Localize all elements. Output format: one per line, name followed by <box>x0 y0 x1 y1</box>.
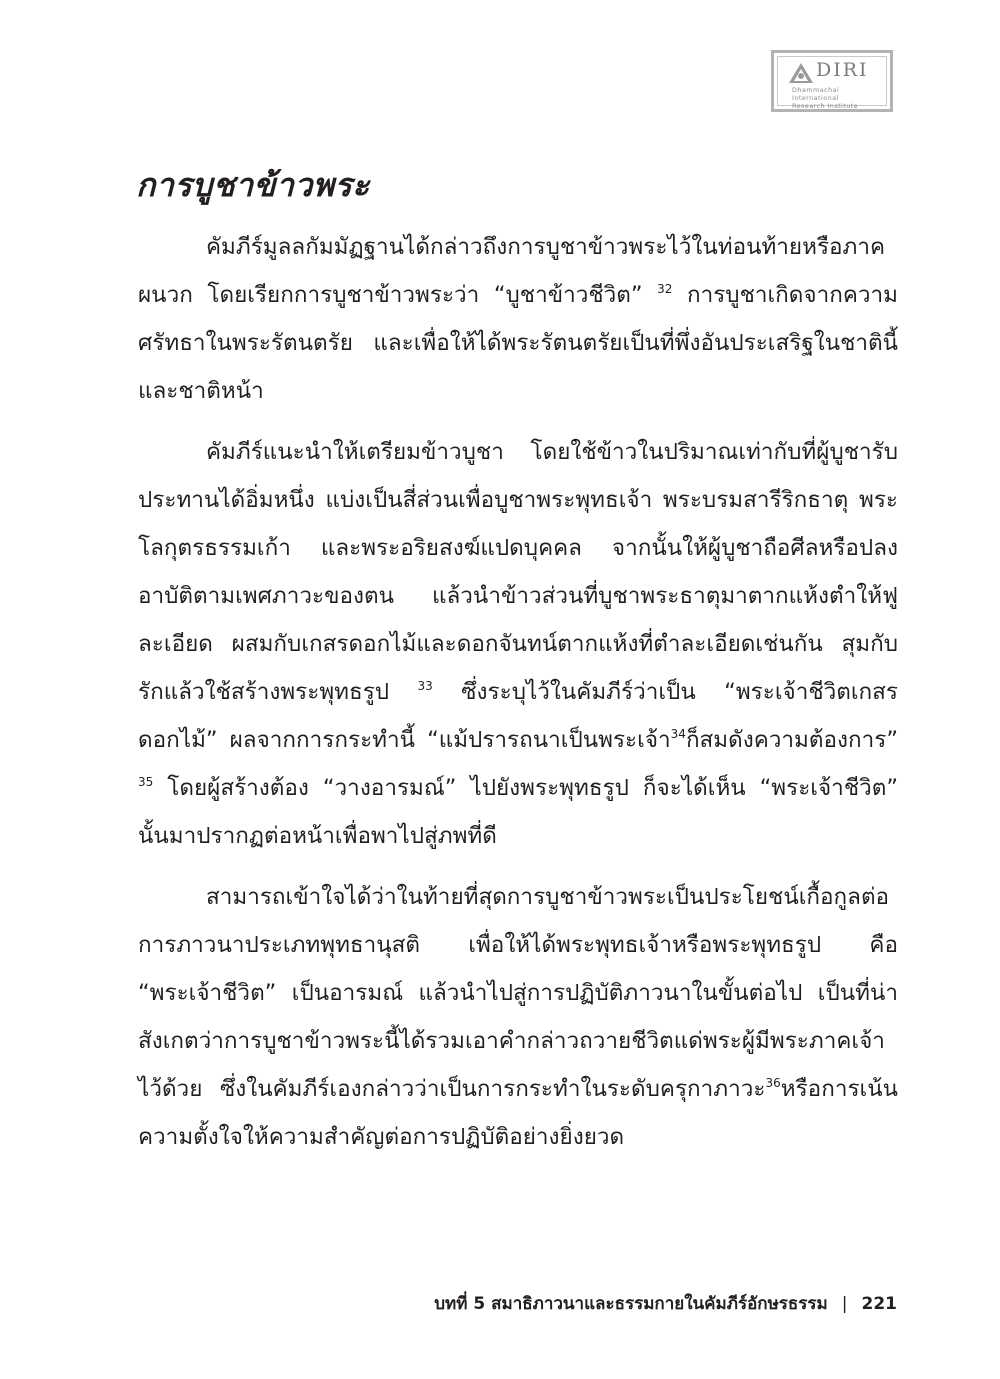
triangle-emblem-icon <box>788 62 814 84</box>
paragraph-text: คัมภีร์แนะนำให้เตรียมข้าวบูชา โดยใช้ข้าวในปริมาณเท่ากับที่ผู้บูชารับประทานได้อิ่มหนึ่ง แบ่งเป็นสี่ส่วนเพื่อบูชาพระพุทธเจ้า พระบรมสารีริกธาตุ พระโลกุตรธรรมเก้า และพระอริยสงฆ์แปดบุคคล จากนั้นให้ผู้บูชาถือศีลหรือปลงอาบัติตามเพศภาวะของตน แล้วนำข้าวส่วนที่บูชาพระธาตุมาตากแห้งตำให้ฟูละเอียด ผสมกับเกสรดอกไม้และดอกจันทน์ตากแห้งที่ตำละเอียดเช่นกัน สุมกับรักแล้วใช้สร้างพระพุทธรูป <box>138 439 898 705</box>
paragraph-text: หรือการเน้นความตั้งใจให้ความสำคัญต่อการปฏิบัติอย่างยิ่งยวด <box>138 1076 898 1150</box>
logo-subtitle-line-2: Research Institute <box>792 102 859 110</box>
footnote-ref-32: 32 <box>657 282 673 296</box>
page-footer <box>434 1290 897 1317</box>
paragraph-2 <box>138 428 898 860</box>
logo-name: DIRI <box>816 59 869 81</box>
paragraph-3 <box>138 873 898 1161</box>
paragraph-text: โดยผู้สร้างต้อง “วางอารมณ์” ไปยังพระพุทธรูป ก็จะได้เห็น “พระเจ้าชีวิต” นั้นมาปรากฏต่อหน้าเพื่อพาไปสู่ภพที่ดี <box>138 775 898 849</box>
paragraph-text: ซึ่งระบุไว้ในคัมภีร์ว่าเป็น “พระเจ้าชีวิตเกสรดอกไม้” ผลจากการกระทำนี้ “แม้ปรารถนาเป็นพระเจ้า <box>138 679 898 753</box>
chapter-title: บทที่ 5 สมาธิภาวนาและธรรมกายในคัมภีร์อักษรธรรม <box>434 1294 828 1314</box>
footnote-ref-35: 35 <box>138 775 154 789</box>
body-text <box>138 223 898 1174</box>
footer-separator: | <box>841 1294 848 1314</box>
footnote-ref-36: 36 <box>765 1076 781 1090</box>
paragraph-1 <box>138 223 898 415</box>
paragraph-text: การบูชาเกิดจากความศรัทธาในพระรัตนตรัย และเพื่อให้ได้พระรัตนตรัยเป็นที่พึ่งอันประเสริฐในชาตินี้และชาติหน้า <box>138 282 899 404</box>
page-number: 221 <box>861 1294 897 1314</box>
paragraph-text: สามารถเข้าใจได้ว่าในท้ายที่สุดการบูชาข้าวพระเป็นประโยชน์เกื้อกูลต่อการภาวนาประเภทพุทธานุสติ เพื่อให้ได้พระพุทธเจ้าหรือพระพุทธรูป คือ “พระเจ้าชีวิต” เป็นอารมณ์ แล้วนำไปสู่การปฏิบัติภาวนาในขั้นต่อไป เป็นที่น่าสังเกตว่าการบูชาข้าวพระนี้ได้รวมเอาคำกล่าวถวายชีวิตแด่พระผู้มีพระภาคเจ้าไว้ด้วย ซึ่งในคัมภีร์เองกล่าวว่าเป็นการกระทำในระดับครุกาภาวะ <box>138 884 898 1102</box>
paragraph-text: คัมภีร์มูลลกัมมัฏฐานได้กล่าวถึงการบูชาข้าวพระไว้ในท่อนท้ายหรือภาคผนวก โดยเรียกการบูชาข้าวพระว่า “บูชาข้าวชีวิต” <box>138 234 886 308</box>
footnote-ref-33: 33 <box>417 679 433 693</box>
footnote-ref-34: 34 <box>670 727 686 741</box>
diri-logo <box>771 50 893 112</box>
logo-subtitle <box>792 86 882 110</box>
section-heading: การบูชาข้าวพระ <box>136 166 370 204</box>
logo-subtitle-line-1: Dhammachai International <box>792 86 840 102</box>
paragraph-text: ก็สมดังความต้องการ” <box>685 727 898 753</box>
